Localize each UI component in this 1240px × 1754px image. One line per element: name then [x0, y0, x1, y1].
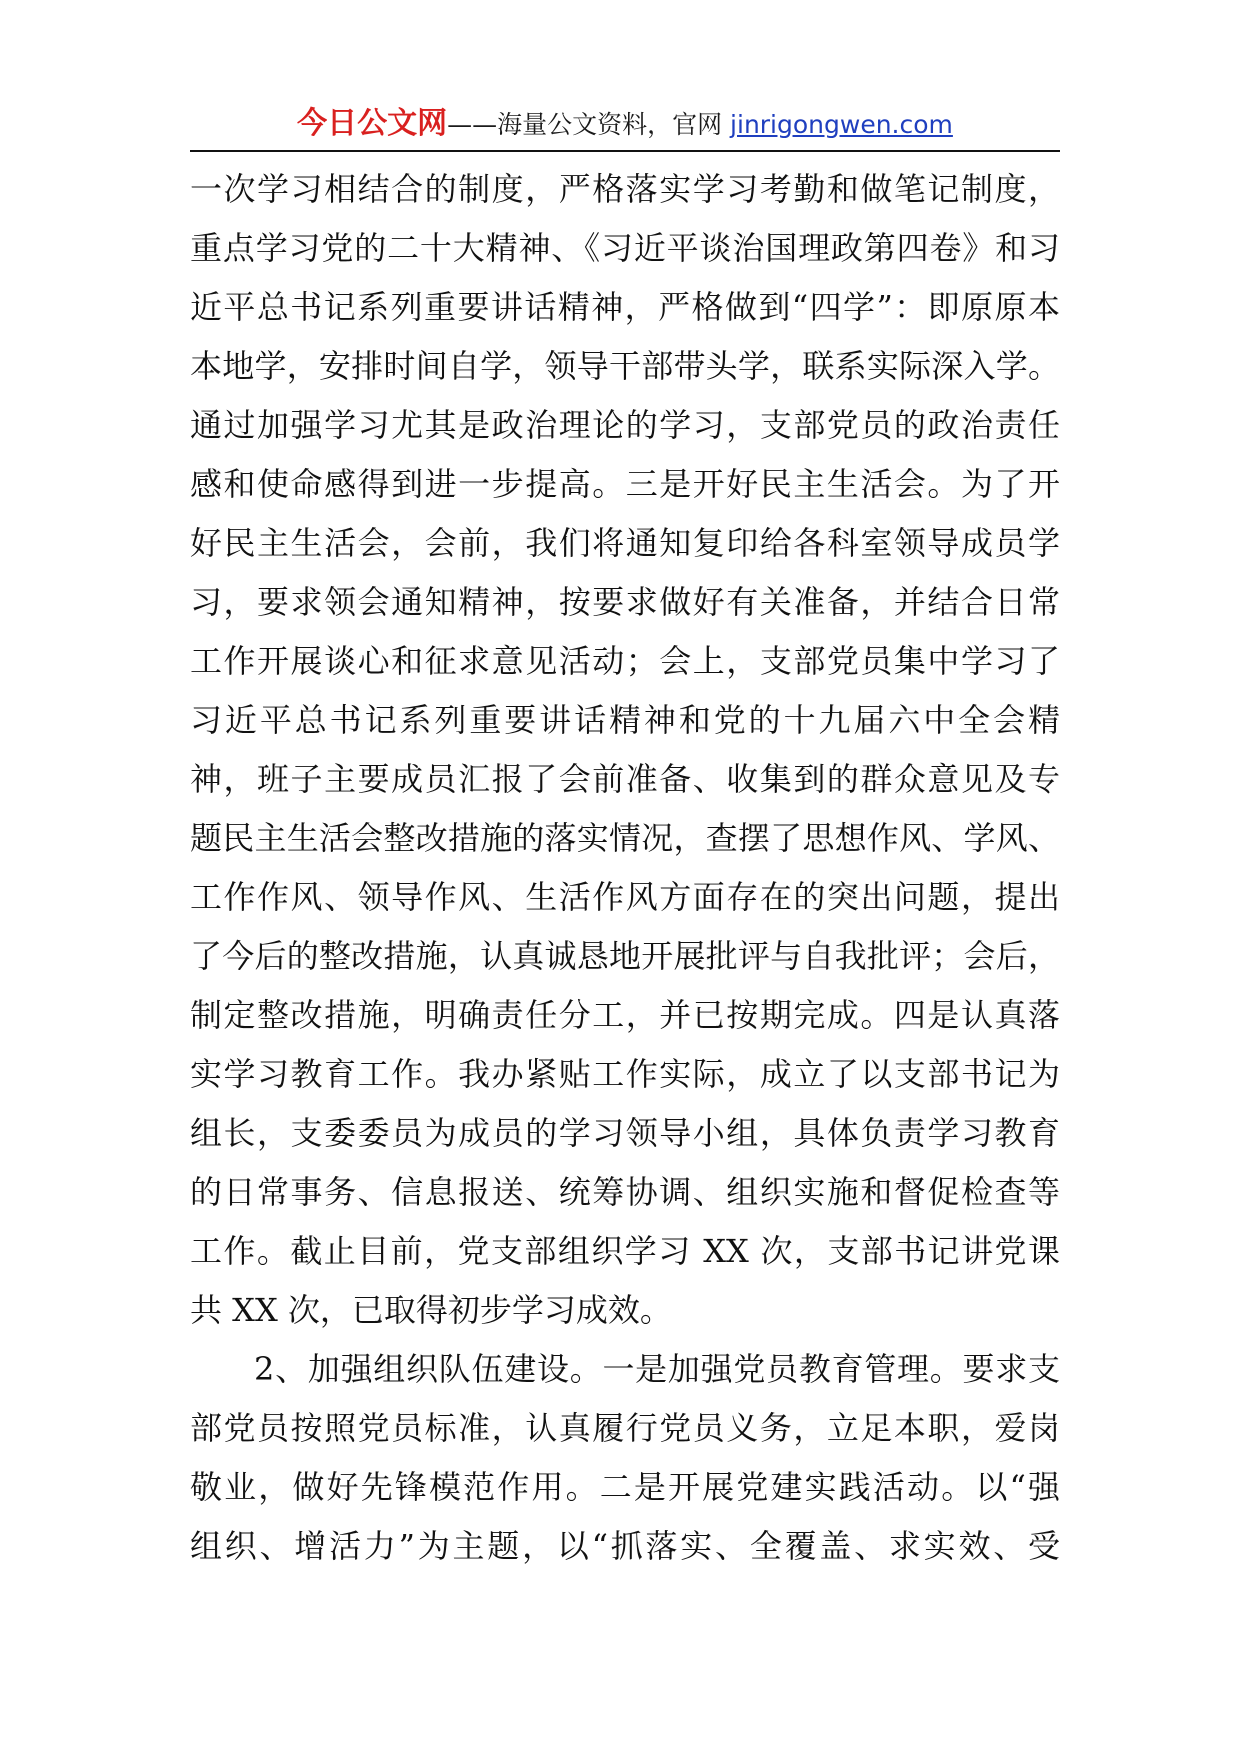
header-tagline: 海量公文资料，官网 [497, 110, 731, 139]
text-line: 工作开展谈心和征求意见活动；会上，支部党员集中学习了 [190, 642, 1060, 680]
document-body [190, 160, 1060, 1576]
text-line: 部党员按照党员标准，认真履行党员义务，立足本职，爱岗 [190, 1409, 1060, 1447]
text-line: 工作作风、领导作风、生活作风方面存在的突出问题，提出 [190, 878, 1060, 916]
text-line: 通过加强学习尤其是政治理论的学习，支部党员的政治责任 [190, 406, 1060, 444]
text-line: 重点学习党的二十大精神、《习近平谈治国理政第四卷》和习 [190, 229, 1060, 267]
text-line: 组长，支委委员为成员的学习领导小组，具体负责学习教育 [190, 1114, 1060, 1152]
text-line: 工作。截止目前，党支部组织学习 XX 次，支部书记讲党课 [190, 1232, 1060, 1270]
header-dash: —— [447, 110, 498, 139]
text-line: 好民主生活会，会前，我们将通知复印给各科室领导成员学 [190, 524, 1060, 562]
page-header [190, 104, 1060, 150]
text-line: 制定整改措施，明确责任分工，并已按期完成。四是认真落 [190, 996, 1060, 1034]
brand-name: 今日公文网 [297, 106, 448, 141]
text-line: 实学习教育工作。我办紧贴工作实际，成立了以支部书记为 [190, 1055, 1060, 1093]
text-line: 习近平总书记系列重要讲话精神和党的十九届六中全会精 [190, 701, 1060, 739]
text-line: 本地学，安排时间自学，领导干部带头学，联系实际深入学。 [190, 347, 1060, 385]
text-line: 共 XX 次，已取得初步学习成效。 [190, 1291, 672, 1329]
text-line: 敬业，做好先锋模范作用。二是开展党建实践活动。以“强 [190, 1468, 1060, 1506]
text-line: 了今后的整改措施，认真诚恳地开展批评与自我批评；会后， [190, 937, 1060, 975]
text-line: 近平总书记系列重要讲话精神，严格做到“四学”：即原原本 [190, 288, 1060, 326]
header-divider [190, 150, 1060, 152]
text-line: 习，要求领会通知精神，按要求做好有关准备，并结合日常 [190, 583, 1060, 621]
text-line: 题民主生活会整改措施的落实情况，查摆了思想作风、学风、 [190, 819, 1060, 857]
text-line: 组织、增活力”为主题，以“抓落实、全覆盖、求实效、受 [190, 1527, 1060, 1565]
text-line: 神，班子主要成员汇报了会前准备、收集到的群众意见及专 [190, 760, 1060, 798]
text-line: 的日常事务、信息报送、统筹协调、组织实施和督促检查等 [190, 1173, 1060, 1211]
text-line: 感和使命感得到进一步提高。三是开好民主生活会。为了开 [190, 465, 1060, 503]
paragraph-1 [190, 160, 1060, 1340]
paragraph-2 [190, 1340, 1060, 1576]
text-line: 2、加强组织队伍建设。一是加强党员教育管理。要求支 [254, 1350, 1060, 1388]
text-line: 一次学习相结合的制度，严格落实学习考勤和做笔记制度， [190, 170, 1060, 208]
site-link[interactable]: jinrigongwen.com [730, 110, 953, 139]
